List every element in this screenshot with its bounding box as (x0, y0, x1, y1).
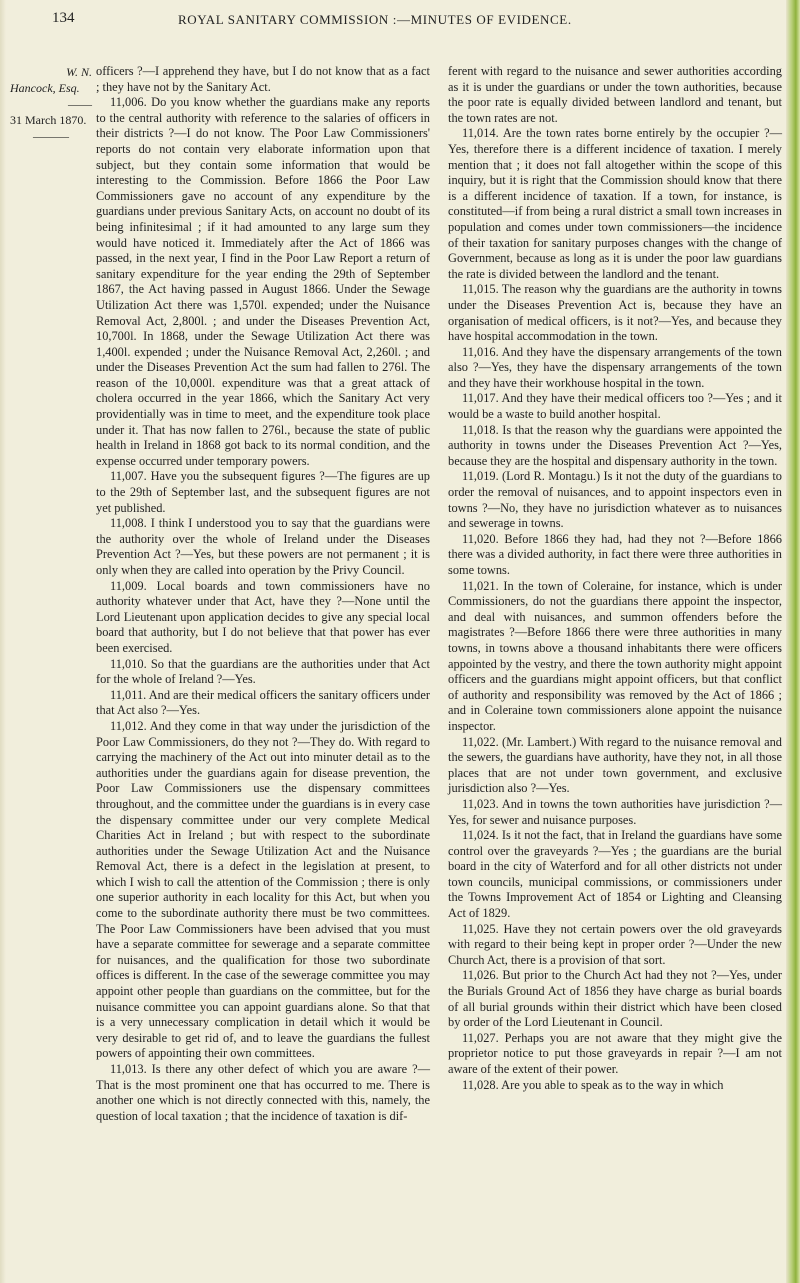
page-header (0, 10, 800, 36)
evidence-paragraph: officers ?—I apprehend they have, but I do not know that as a fact ; they have not by the Sanitary Act. (96, 64, 430, 94)
evidence-paragraph: 11,006. Do you know whether the guardians make any reports to the central authority with reference to the salaries of officers in their districts ?—I do not know. The Poor Law Commissioners' reports do not contain very elaborate information upon that subject, but they contain some information that would be interesting to the Commission. Before 1866 the Poor Law Commissioners gave no account of any expenditure by the guardians under previous Sanitary Acts, on account no doubt of its being infinitesimal ; if it had amounted to any large sum they would have noticed it. Immediately after the Act of 1866 was passed, in the next year, I find in the Poor Law Report a return of sanitary expenditure for the year ending the 29th of September 1867, the Act having passed in August 1866. Under the Sewage Utilization Act there was 1,570l. expended; under the Nuisance Removal Act, 2,800l. ; and under the Diseases Prevention Act, 10,700l. In 1868, under the Sewage Utilization Act there was 1,400l. expended ; under the Nuisance Removal Act, 2,260l. ; and under the Diseases Prevention Act the sum had fallen to 276l. The reason of the 10,000l. expenditure was that a great attack of cholera occurred in the year 1866, which the Sanitary Act very providentially was in time to meet, and the expenditure took place under it. That has now fallen to 276l., because the state of public health in Ireland in 1868 got back to its normal condition, and the expense occurred under temporary powers. (96, 95, 430, 468)
evidence-paragraph: 11,014. Are the town rates borne entirely by the occupier ?—Yes, therefore there is a different incidence of taxation. I merely mention that ; it does not fall altogether within the scope of this inquiry, but it is right that the Commission should know that there is a different incidence of taxation. If a town, for instance, is constituted—if from being a rural district a small town increases in population and comes under town commissioners—the incidence of their taxation for sanitary purposes changes with the change of Government, because as long as it is under the poor law guardians the rate is divided between the landlord and the tenant. (448, 126, 782, 281)
evidence-paragraph: 11,010. So that the guardians are the authorities under that Act for the whole of Ireland ?—Yes. (96, 656, 430, 687)
evidence-paragraph: 11,016. And they have the dispensary arrangements of the town also ?—Yes, they have the dispensary arrangements of the town and they have their workhouse hospital in the town. (448, 344, 782, 390)
evidence-paragraph: 11,021. In the town of Coleraine, for instance, which is under Commissioners, do not the guardians there appoint the inspector, and deal with nuisances, and summon offenders before the magistrates ?—Before 1866 there were three authorities in many towns, in towns above a thousand inhabitants there were officers appointed by the vestry, and there the town authority might appoint officers and the guardians might appoint officers, but that conflict of authority and responsibility was removed by the Act of 1866 ; and in Coleraine town commissioners alone appoint the nuisance inspector. (448, 578, 782, 733)
evidence-paragraph: 11,025. Have they not certain powers over the old graveyards with regard to their being kept in proper order ?—Under the new Church Act, there is a provision of that sort. (448, 921, 782, 967)
evidence-paragraph: 11,026. But prior to the Church Act had they not ?—Yes, under the Burials Ground Act of 1856 they have charge as burial boards of all burial grounds within their district which have been closed by order of the Lord Lieutenant in Council. (448, 968, 782, 1030)
running-title: ROYAL SANITARY COMMISSION :—MINUTES OF EVIDENCE. (178, 12, 572, 27)
evidence-paragraph: 11,018. Is that the reason why the guardians were appointed the authority in towns under the Diseases Prevention Act ?—Yes, because they are the hospital and dispensary authority in the town. (448, 422, 782, 468)
evidence-paragraph: 11,009. Local boards and town commissioners have no authority whatever under that Act, have they ?—None until the Lord Lieutenant upon application decides to give any special local board that authority, but I do not believe that that power has ever been exercised. (96, 578, 430, 655)
right-column (448, 64, 782, 1093)
margin-note (10, 64, 92, 144)
date-dash: ——— (33, 129, 69, 143)
evidence-paragraph: 11,028. Are you able to speak as to the way in which (462, 1077, 724, 1092)
evidence-paragraph: 11,019. (Lord R. Montagu.) Is it not the duty of the guardians to order the removal of nuisances, and to appoint inspectors even in towns ?—No, they have no jurisdiction whatever as to nuisances and sewerage in towns. (448, 469, 782, 531)
evidence-paragraph: 11,024. Is it not the fact, that in Ireland the guardians have some control over the graveyards ?—Yes ; the guardians are the burial board in the city of Waterford and for all other districts not under town councils, municipal commissions, or commissioners under the Towns Improvement Act of 1854 or Lighting and Cleansing Act of 1829. (448, 828, 782, 921)
witness-name: Hancock, Esq. (10, 81, 80, 95)
left-column (96, 64, 430, 1124)
evidence-paragraph: 11,008. I think I understood you to say that the guardians were the authority over the whole of Ireland under the Diseases Prevention Act ?—Yes, but these powers are not permanent ; it is only when they are called into operation by the Privy Council. (96, 516, 430, 577)
evidence-paragraph: ferent with regard to the nuisance and sewer authorities according as it is under the guardians or under the town authorities, because the poor rate is equally divided between landlord and tenant, but the town rates are not. (448, 64, 782, 125)
page-number: 134 (52, 10, 75, 26)
page-edge-binding (786, 0, 800, 1283)
evidence-paragraph: 11,020. Before 1866 they had, had they not ?—Before 1866 there was a divided authority, in fact there were three authorities in some towns. (448, 531, 782, 577)
evidence-paragraph: 11,015. The reason why the guardians are the authority in towns under the Diseases Prevention Act is, because they have an organisation of medical officers, is it not?—Yes, and because they have hospital accommodation in the town. (448, 282, 782, 344)
witness-initials: W. N. (66, 65, 92, 79)
evidence-paragraph: 11,023. And in towns the town authorities have jurisdiction ?—Yes, for sewer and nuisance purposes. (448, 796, 782, 827)
page-left-shadow (0, 0, 6, 1283)
evidence-paragraph: 11,022. (Mr. Lambert.) With regard to the nuisance removal and the sewers, the guardians have authority, have they not, in all those places that are not under town government, and exclusive jurisdiction also ?—Yes. (448, 734, 782, 796)
evidence-paragraph: 11,017. And they have their medical officers too ?—Yes ; and it would be a waste to build another hospital. (448, 391, 782, 422)
evidence-paragraph: 11,007. Have you the subsequent figures ?—The figures are up to the 29th of September last, and the subsequent figures are not yet published. (96, 469, 430, 515)
evidence-paragraph: 11,012. And they come in that way under the jurisdiction of the Poor Law Commissioners, do they not ?—They do. With regard to carrying the machinery of the Act out into minuter detail as to the authorities under the guardians again for disease prevention, the Poor Law Commissioners use the dispensary committees throughout, and the committee under the guardians is in every case the dispensary committee under our very complete Medical Charities Act in Ireland ; but with respect to the subordinate authorities under the Sewage Utilization Act and the Nuisance Removal Act, there is a defect in the legislation at present, to which I wish to call the attention of the Commission ; there is only one superior authority in each locality for this Act, but when you come to the subordinate authority there must be two committees. The Poor Law Commissioners have been advised that you must have a separate committee for sewerage and a separate committee for nuisances, and the qualification for those two subordinate offices is different. In the case of the sewerage committee you may appoint other people than guardians on the committee, but for the nuisance committee you can appoint guardians alone. So that that is a very unnecessary complication in detail which it would be very desirable to get rid of, and to leave the guardians the fullest powers of appointing their own committees. (96, 718, 430, 1061)
evidence-paragraph: 11,011. And are their medical officers the sanitary officers under that Act also ?—Yes. (96, 687, 430, 718)
hearing-date: 31 March 1870. (10, 113, 87, 127)
evidence-paragraph: 11,013. Is there any other defect of which you are aware ?—That is the most prominent one that has occurred to me. There is another one which is not directly connected with this, namely, the question of local taxation ; that the incidence of taxation is dif- (96, 1062, 430, 1123)
evidence-paragraph: 11,027. Perhaps you are not aware that they might give the proprietor notice to put those graveyards in repair ?—I am not aware of the extent of their power. (448, 1030, 782, 1076)
margin-dash: —— (68, 97, 92, 111)
